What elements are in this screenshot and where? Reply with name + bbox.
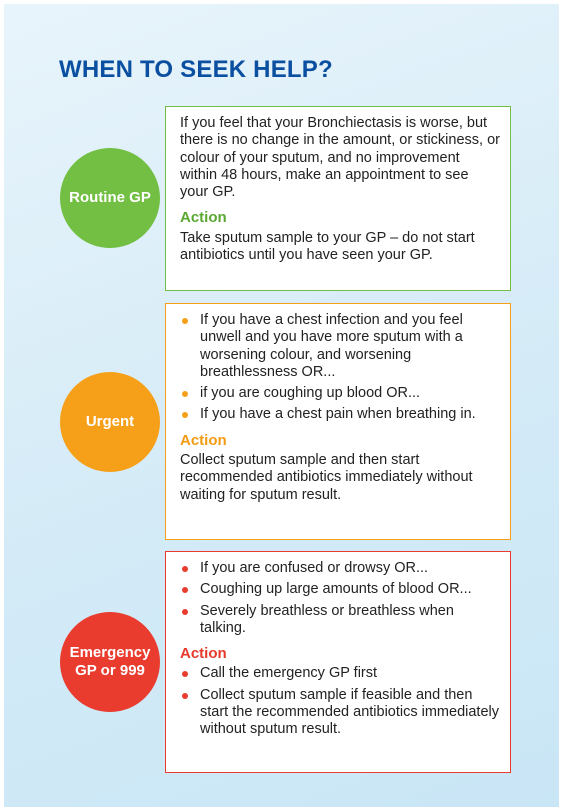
emergency-circle xyxy=(60,612,160,712)
emergency-action-heading: Action xyxy=(180,645,227,663)
bullet-dot-icon xyxy=(182,693,188,699)
emergency-label xyxy=(70,644,151,680)
list-item-text: If you have a chest infection and you feel unwell and you have more sputum with a worsening colour, and worsening breathlessness OR... xyxy=(200,312,463,380)
page-title: WHEN TO SEEK HELP? xyxy=(59,56,333,83)
routine-gp-box xyxy=(165,106,511,291)
bullet-dot-icon xyxy=(182,318,188,324)
bullet-dot-icon xyxy=(182,566,188,572)
urgent-box xyxy=(165,303,511,540)
routine-gp-label: Routine GP xyxy=(69,189,151,206)
list-item-text: Call the emergency GP first xyxy=(200,665,378,682)
urgent-bullet-list xyxy=(180,312,500,424)
list-item-text: Severely breathless or breathless when talking. xyxy=(200,602,454,636)
emergency-box xyxy=(165,551,511,773)
bullet-dot-icon xyxy=(182,587,188,593)
routine-action-text: Take sputum sample to your GP – do not start antibiotics until you have seen your GP. xyxy=(180,229,475,264)
list-item xyxy=(180,385,500,402)
list-item-text: Coughing up large amounts of blood OR... xyxy=(200,581,472,598)
list-item xyxy=(180,603,500,638)
urgent-label: Urgent xyxy=(85,413,135,430)
emergency-action-list xyxy=(180,665,500,738)
routine-action-heading: Action xyxy=(180,209,227,227)
list-item xyxy=(180,406,500,423)
bullet-dot-icon xyxy=(182,671,188,677)
urgent-action-text: Collect sputum sample and then start recommended antibiotics immediately without waiting for sputum result. xyxy=(180,452,473,503)
list-item-text: If you have a chest pain when breathing in. xyxy=(200,406,476,423)
bullet-dot-icon xyxy=(182,391,188,397)
routine-gp-text: If you feel that your Bronchiectasis is worse, but there is no change in the amount, or stickiness, or colour of your sputum, and no improvement within 48 hours, make an appointment to see your GP. xyxy=(180,115,500,201)
bullet-dot-icon xyxy=(182,412,188,418)
list-item xyxy=(180,687,500,739)
list-item xyxy=(180,560,500,577)
list-item-text: if you are coughing up blood OR... xyxy=(200,385,421,402)
list-item-text: Collect sputum sample if feasible and then start the recommended antibiotics immediately without sputum result. xyxy=(200,686,499,738)
urgent-circle xyxy=(60,372,160,472)
urgent-action-heading: Action xyxy=(180,431,227,449)
list-item-text: If you are confused or drowsy OR... xyxy=(200,560,429,576)
list-item xyxy=(180,312,500,381)
list-item xyxy=(180,665,500,682)
bullet-dot-icon xyxy=(182,609,188,615)
list-item xyxy=(180,581,500,598)
page-background xyxy=(4,4,559,807)
emergency-label-line1: Emergency xyxy=(69,644,151,661)
emergency-bullet-list xyxy=(180,560,500,637)
routine-gp-circle xyxy=(60,148,160,248)
emergency-label-line2: GP or 999 xyxy=(75,662,145,679)
